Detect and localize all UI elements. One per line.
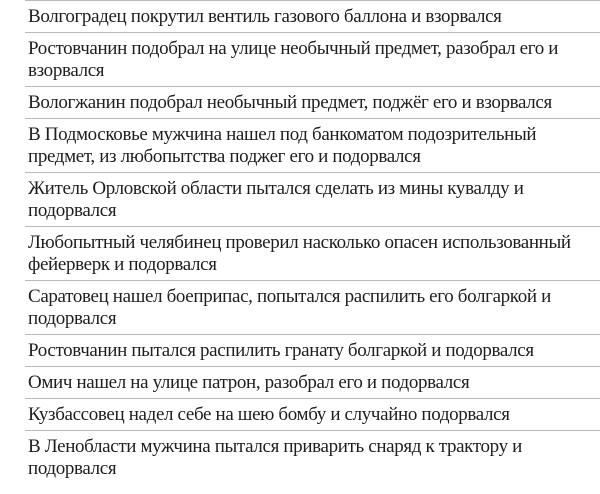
headline-item: Ростовчанин подобрал на улице необычный предмет, разобрал его и взорвался: [25, 32, 600, 86]
headline-item: Житель Орловской области пытался сделать из мины кувалду и подорвался: [25, 172, 600, 226]
headline-item: В Ленобласти мужчина пытался приварить снаряд к трактору и подорвался: [25, 430, 600, 484]
headline-item: Любопытный челябинец проверил насколько опасен использованный фейерверк и подорвался: [25, 226, 600, 280]
headline-item: Волгоградец покрутил вентиль газового баллона и взорвался: [25, 0, 600, 32]
headline-list: [25, 0, 600, 484]
headline-item: Саратовец нашел боеприпас, попытался распилить его болгаркой и подорвался: [25, 280, 600, 334]
headline-item: Кузбассовец надел себе на шею бомбу и случайно подорвался: [25, 398, 600, 430]
headline-item: Омич нашел на улице патрон, разобрал его и подорвался: [25, 366, 600, 398]
headline-item: Вологжанин подобрал необычный предмет, поджёг его и взорвался: [25, 86, 600, 118]
headline-item: Ростовчанин пытался распилить гранату болгаркой и подорвался: [25, 334, 600, 366]
headline-item: В Подмосковье мужчина нашел под банкоматом подозрительный предмет, из любопытства поджег его и подорвался: [25, 118, 600, 172]
